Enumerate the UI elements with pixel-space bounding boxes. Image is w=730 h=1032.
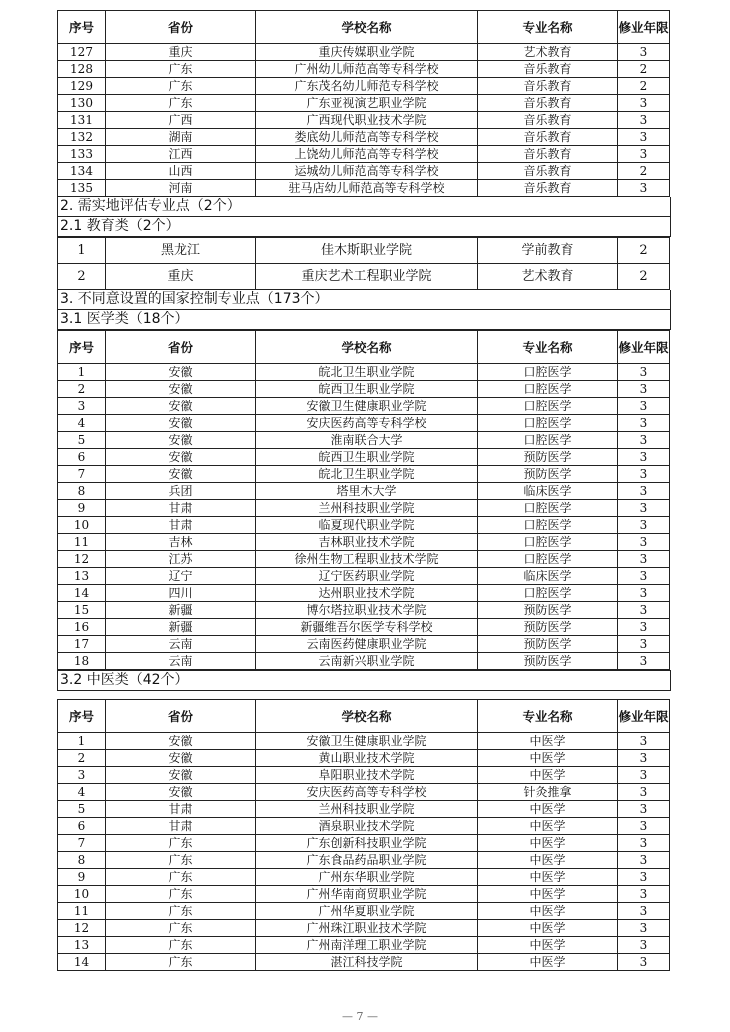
header-index: 序号 [58, 11, 106, 44]
cell-years: 3 [618, 886, 670, 903]
cell-major: 音乐教育 [478, 78, 618, 95]
table-education [57, 237, 669, 290]
cell-years: 2 [618, 264, 670, 290]
cell-school: 广州东华职业学院 [256, 869, 478, 886]
cell-years: 3 [618, 432, 670, 449]
cell-province: 山西 [106, 163, 256, 180]
cell-major: 艺术教育 [478, 264, 618, 290]
table-row [58, 415, 670, 432]
cell-school: 广东亚视演艺职业学院 [256, 95, 478, 112]
cell-major: 学前教育 [478, 238, 618, 264]
table-row [58, 619, 670, 636]
cell-school: 广州华南商贸职业学院 [256, 886, 478, 903]
table-row [58, 146, 670, 163]
cell-major: 针灸推拿 [478, 784, 618, 801]
cell-index: 5 [58, 801, 106, 818]
header-major: 专业名称 [478, 700, 618, 733]
table-row [58, 61, 670, 78]
cell-years: 3 [618, 767, 670, 784]
cell-province: 甘肃 [106, 500, 256, 517]
cell-school: 广州华夏职业学院 [256, 903, 478, 920]
section-heading-3-1: 3.1 医学类（18个） [57, 310, 671, 330]
cell-province: 广东 [106, 886, 256, 903]
cell-index: 4 [58, 784, 106, 801]
cell-years: 3 [618, 852, 670, 869]
cell-years: 3 [618, 750, 670, 767]
table-row [58, 636, 670, 653]
cell-major: 预防医学 [478, 449, 618, 466]
cell-province: 新疆 [106, 619, 256, 636]
cell-major: 中医学 [478, 937, 618, 954]
cell-years: 3 [618, 112, 670, 129]
cell-school: 广西现代职业技术学院 [256, 112, 478, 129]
table-header-row [58, 700, 670, 733]
cell-index: 12 [58, 920, 106, 937]
cell-school: 上饶幼儿师范高等专科学校 [256, 146, 478, 163]
cell-school: 安庆医药高等专科学校 [256, 784, 478, 801]
cell-major: 口腔医学 [478, 500, 618, 517]
cell-index: 10 [58, 886, 106, 903]
cell-province: 江苏 [106, 551, 256, 568]
cell-major: 音乐教育 [478, 180, 618, 197]
header-province: 省份 [106, 11, 256, 44]
cell-index: 7 [58, 835, 106, 852]
cell-major: 中医学 [478, 733, 618, 750]
header-major: 专业名称 [478, 11, 618, 44]
cell-years: 3 [618, 466, 670, 483]
cell-province: 重庆 [106, 44, 256, 61]
cell-province: 云南 [106, 636, 256, 653]
cell-major: 音乐教育 [478, 129, 618, 146]
cell-index: 2 [58, 264, 106, 290]
cell-school: 临夏现代职业学院 [256, 517, 478, 534]
table-row [58, 937, 670, 954]
cell-school: 徐州生物工程职业技术学院 [256, 551, 478, 568]
cell-province: 安徽 [106, 767, 256, 784]
header-years: 修业年限 [618, 11, 670, 44]
cell-index: 6 [58, 449, 106, 466]
cell-province: 安徽 [106, 415, 256, 432]
cell-province: 安徽 [106, 398, 256, 415]
cell-province: 江西 [106, 146, 256, 163]
table-row [58, 733, 670, 750]
table-chinese-medicine [57, 699, 669, 971]
cell-school: 皖北卫生职业学院 [256, 364, 478, 381]
table-row [58, 180, 670, 197]
header-school: 学校名称 [256, 700, 478, 733]
cell-years: 3 [618, 653, 670, 670]
cell-index: 14 [58, 954, 106, 971]
cell-province: 河南 [106, 180, 256, 197]
cell-province: 安徽 [106, 364, 256, 381]
cell-years: 3 [618, 517, 670, 534]
table-row [58, 432, 670, 449]
table-medicine [57, 330, 669, 670]
table-row [58, 568, 670, 585]
cell-province: 辽宁 [106, 568, 256, 585]
table-row [58, 112, 670, 129]
cell-index: 7 [58, 466, 106, 483]
cell-index: 4 [58, 415, 106, 432]
cell-years: 3 [618, 534, 670, 551]
cell-index: 1 [58, 364, 106, 381]
table-row [58, 95, 670, 112]
cell-school: 运城幼儿师范高等专科学校 [256, 163, 478, 180]
table-row [58, 163, 670, 180]
cell-school: 广州南洋理工职业学院 [256, 937, 478, 954]
cell-school: 驻马店幼儿师范高等专科学校 [256, 180, 478, 197]
table-row [58, 801, 670, 818]
cell-index: 2 [58, 381, 106, 398]
table-row [58, 750, 670, 767]
table-row [58, 449, 670, 466]
cell-years: 3 [618, 568, 670, 585]
cell-school: 吉林职业技术学院 [256, 534, 478, 551]
cell-index: 6 [58, 818, 106, 835]
cell-province: 广东 [106, 903, 256, 920]
table-row [58, 767, 670, 784]
cell-school: 皖西卫生职业学院 [256, 449, 478, 466]
cell-major: 预防医学 [478, 602, 618, 619]
table-row [58, 551, 670, 568]
page-number: — 7 — [342, 1010, 378, 1023]
cell-province: 新疆 [106, 602, 256, 619]
cell-school: 兰州科技职业学院 [256, 500, 478, 517]
table-header-row [58, 331, 670, 364]
cell-years: 2 [618, 238, 670, 264]
cell-major: 音乐教育 [478, 163, 618, 180]
cell-index: 8 [58, 483, 106, 500]
cell-years: 3 [618, 381, 670, 398]
table-row [58, 534, 670, 551]
table-row [58, 585, 670, 602]
cell-index: 16 [58, 619, 106, 636]
cell-major: 临床医学 [478, 568, 618, 585]
cell-years: 3 [618, 129, 670, 146]
cell-index: 3 [58, 398, 106, 415]
table-row [58, 818, 670, 835]
cell-major: 音乐教育 [478, 112, 618, 129]
cell-index: 133 [58, 146, 106, 163]
header-index: 序号 [58, 331, 106, 364]
cell-major: 口腔医学 [478, 398, 618, 415]
cell-province: 重庆 [106, 264, 256, 290]
table-row [58, 364, 670, 381]
cell-school: 广东食品药品职业学院 [256, 852, 478, 869]
table-row [58, 500, 670, 517]
cell-years: 3 [618, 636, 670, 653]
cell-years: 3 [618, 835, 670, 852]
cell-school: 安徽卫生健康职业学院 [256, 398, 478, 415]
cell-years: 3 [618, 146, 670, 163]
cell-major: 音乐教育 [478, 61, 618, 78]
cell-years: 3 [618, 415, 670, 432]
cell-school: 阜阳职业技术学院 [256, 767, 478, 784]
cell-years: 3 [618, 44, 670, 61]
cell-years: 2 [618, 78, 670, 95]
cell-index: 9 [58, 500, 106, 517]
cell-major: 艺术教育 [478, 44, 618, 61]
table-row [58, 653, 670, 670]
cell-province: 广西 [106, 112, 256, 129]
cell-index: 13 [58, 568, 106, 585]
table-music-education [57, 10, 669, 197]
cell-province: 湖南 [106, 129, 256, 146]
cell-major: 口腔医学 [478, 534, 618, 551]
cell-index: 132 [58, 129, 106, 146]
cell-index: 128 [58, 61, 106, 78]
cell-index: 2 [58, 750, 106, 767]
cell-school: 辽宁医药职业学院 [256, 568, 478, 585]
cell-index: 135 [58, 180, 106, 197]
document-page [57, 10, 669, 971]
cell-major: 临床医学 [478, 483, 618, 500]
cell-school: 酒泉职业技术学院 [256, 818, 478, 835]
cell-index: 130 [58, 95, 106, 112]
header-years: 修业年限 [618, 331, 670, 364]
cell-province: 吉林 [106, 534, 256, 551]
header-major: 专业名称 [478, 331, 618, 364]
table-row [58, 903, 670, 920]
cell-major: 预防医学 [478, 653, 618, 670]
cell-school: 重庆艺术工程职业学院 [256, 264, 478, 290]
table-header-row [58, 11, 670, 44]
cell-school: 塔里木大学 [256, 483, 478, 500]
cell-index: 1 [58, 733, 106, 750]
cell-province: 安徽 [106, 784, 256, 801]
cell-school: 安庆医药高等专科学校 [256, 415, 478, 432]
cell-province: 广东 [106, 852, 256, 869]
table-row [58, 954, 670, 971]
cell-province: 广东 [106, 869, 256, 886]
table-row [58, 238, 670, 264]
cell-school: 博尔塔拉职业技术学院 [256, 602, 478, 619]
cell-province: 甘肃 [106, 818, 256, 835]
cell-years: 3 [618, 954, 670, 971]
cell-province: 黑龙江 [106, 238, 256, 264]
cell-school: 重庆传媒职业学院 [256, 44, 478, 61]
table-row [58, 466, 670, 483]
cell-index: 18 [58, 653, 106, 670]
cell-years: 2 [618, 163, 670, 180]
cell-index: 5 [58, 432, 106, 449]
cell-index: 3 [58, 767, 106, 784]
cell-school: 皖北卫生职业学院 [256, 466, 478, 483]
cell-years: 3 [618, 937, 670, 954]
cell-major: 口腔医学 [478, 381, 618, 398]
table-row [58, 852, 670, 869]
cell-index: 9 [58, 869, 106, 886]
cell-major: 中医学 [478, 852, 618, 869]
cell-major: 中医学 [478, 801, 618, 818]
cell-province: 四川 [106, 585, 256, 602]
cell-school: 广州珠江职业技术学院 [256, 920, 478, 937]
cell-index: 13 [58, 937, 106, 954]
cell-major: 中医学 [478, 869, 618, 886]
cell-index: 11 [58, 534, 106, 551]
cell-school: 佳木斯职业学院 [256, 238, 478, 264]
table-row [58, 129, 670, 146]
cell-province: 甘肃 [106, 801, 256, 818]
cell-province: 安徽 [106, 381, 256, 398]
section-heading-2-1: 2.1 教育类（2个） [57, 217, 671, 237]
cell-school: 达州职业技术学院 [256, 585, 478, 602]
table-row [58, 44, 670, 61]
cell-major: 中医学 [478, 750, 618, 767]
cell-school: 皖西卫生职业学院 [256, 381, 478, 398]
cell-years: 3 [618, 784, 670, 801]
cell-province: 广东 [106, 937, 256, 954]
header-province: 省份 [106, 331, 256, 364]
cell-school: 新疆维吾尔医学专科学校 [256, 619, 478, 636]
cell-school: 云南新兴职业学院 [256, 653, 478, 670]
cell-province: 安徽 [106, 449, 256, 466]
cell-years: 3 [618, 903, 670, 920]
cell-index: 12 [58, 551, 106, 568]
section-heading-2: 2. 需实地评估专业点（2个） [57, 197, 671, 217]
table-row [58, 483, 670, 500]
table-row [58, 602, 670, 619]
cell-major: 口腔医学 [478, 415, 618, 432]
cell-index: 14 [58, 585, 106, 602]
cell-index: 129 [58, 78, 106, 95]
cell-province: 安徽 [106, 466, 256, 483]
cell-index: 131 [58, 112, 106, 129]
cell-years: 3 [618, 801, 670, 818]
table-row [58, 886, 670, 903]
cell-major: 中医学 [478, 920, 618, 937]
header-years: 修业年限 [618, 700, 670, 733]
header-school: 学校名称 [256, 331, 478, 364]
table-row [58, 784, 670, 801]
cell-index: 8 [58, 852, 106, 869]
cell-province: 甘肃 [106, 517, 256, 534]
cell-major: 口腔医学 [478, 432, 618, 449]
cell-major: 预防医学 [478, 619, 618, 636]
cell-years: 3 [618, 180, 670, 197]
section-heading-3: 3. 不同意设置的国家控制专业点（173个） [57, 290, 671, 310]
cell-province: 广东 [106, 95, 256, 112]
cell-province: 安徽 [106, 733, 256, 750]
cell-major: 口腔医学 [478, 517, 618, 534]
cell-years: 3 [618, 398, 670, 415]
cell-province: 安徽 [106, 750, 256, 767]
cell-province: 云南 [106, 653, 256, 670]
cell-province: 广东 [106, 78, 256, 95]
cell-province: 广东 [106, 835, 256, 852]
cell-school: 湛江科技学院 [256, 954, 478, 971]
cell-years: 3 [618, 449, 670, 466]
cell-major: 中医学 [478, 818, 618, 835]
section-heading-3-2: 3.2 中医类（42个） [57, 670, 671, 691]
cell-major: 中医学 [478, 903, 618, 920]
cell-major: 中医学 [478, 767, 618, 784]
cell-index: 1 [58, 238, 106, 264]
cell-province: 安徽 [106, 432, 256, 449]
cell-years: 3 [618, 551, 670, 568]
table-row [58, 835, 670, 852]
cell-years: 3 [618, 920, 670, 937]
table-row [58, 78, 670, 95]
cell-major: 预防医学 [478, 466, 618, 483]
cell-years: 3 [618, 500, 670, 517]
cell-major: 口腔医学 [478, 585, 618, 602]
cell-school: 广东创新科技职业学院 [256, 835, 478, 852]
cell-years: 3 [618, 733, 670, 750]
cell-index: 11 [58, 903, 106, 920]
cell-school: 广东茂名幼儿师范专科学校 [256, 78, 478, 95]
cell-years: 2 [618, 61, 670, 78]
cell-major: 中医学 [478, 954, 618, 971]
cell-major: 口腔医学 [478, 551, 618, 568]
table-row [58, 264, 670, 290]
cell-years: 3 [618, 364, 670, 381]
header-school: 学校名称 [256, 11, 478, 44]
table-row [58, 381, 670, 398]
cell-major: 中医学 [478, 886, 618, 903]
header-index: 序号 [58, 700, 106, 733]
cell-major: 音乐教育 [478, 146, 618, 163]
table-row [58, 517, 670, 534]
cell-index: 127 [58, 44, 106, 61]
cell-years: 3 [618, 585, 670, 602]
cell-years: 3 [618, 95, 670, 112]
cell-years: 3 [618, 483, 670, 500]
cell-school: 安徽卫生健康职业学院 [256, 733, 478, 750]
cell-school: 黄山职业技术学院 [256, 750, 478, 767]
table-row [58, 398, 670, 415]
cell-major: 中医学 [478, 835, 618, 852]
header-province: 省份 [106, 700, 256, 733]
cell-province: 广东 [106, 61, 256, 78]
cell-index: 15 [58, 602, 106, 619]
cell-years: 3 [618, 869, 670, 886]
cell-province: 广东 [106, 954, 256, 971]
cell-school: 淮南联合大学 [256, 432, 478, 449]
cell-years: 3 [618, 818, 670, 835]
cell-years: 3 [618, 602, 670, 619]
cell-major: 音乐教育 [478, 95, 618, 112]
cell-years: 3 [618, 619, 670, 636]
cell-major: 口腔医学 [478, 364, 618, 381]
cell-school: 广州幼儿师范高等专科学校 [256, 61, 478, 78]
cell-province: 兵团 [106, 483, 256, 500]
cell-province: 广东 [106, 920, 256, 937]
cell-index: 10 [58, 517, 106, 534]
cell-school: 云南医药健康职业学院 [256, 636, 478, 653]
cell-major: 预防医学 [478, 636, 618, 653]
cell-school: 兰州科技职业学院 [256, 801, 478, 818]
cell-school: 娄底幼儿师范高等专科学校 [256, 129, 478, 146]
table-row [58, 920, 670, 937]
cell-index: 17 [58, 636, 106, 653]
cell-index: 134 [58, 163, 106, 180]
table-row [58, 869, 670, 886]
